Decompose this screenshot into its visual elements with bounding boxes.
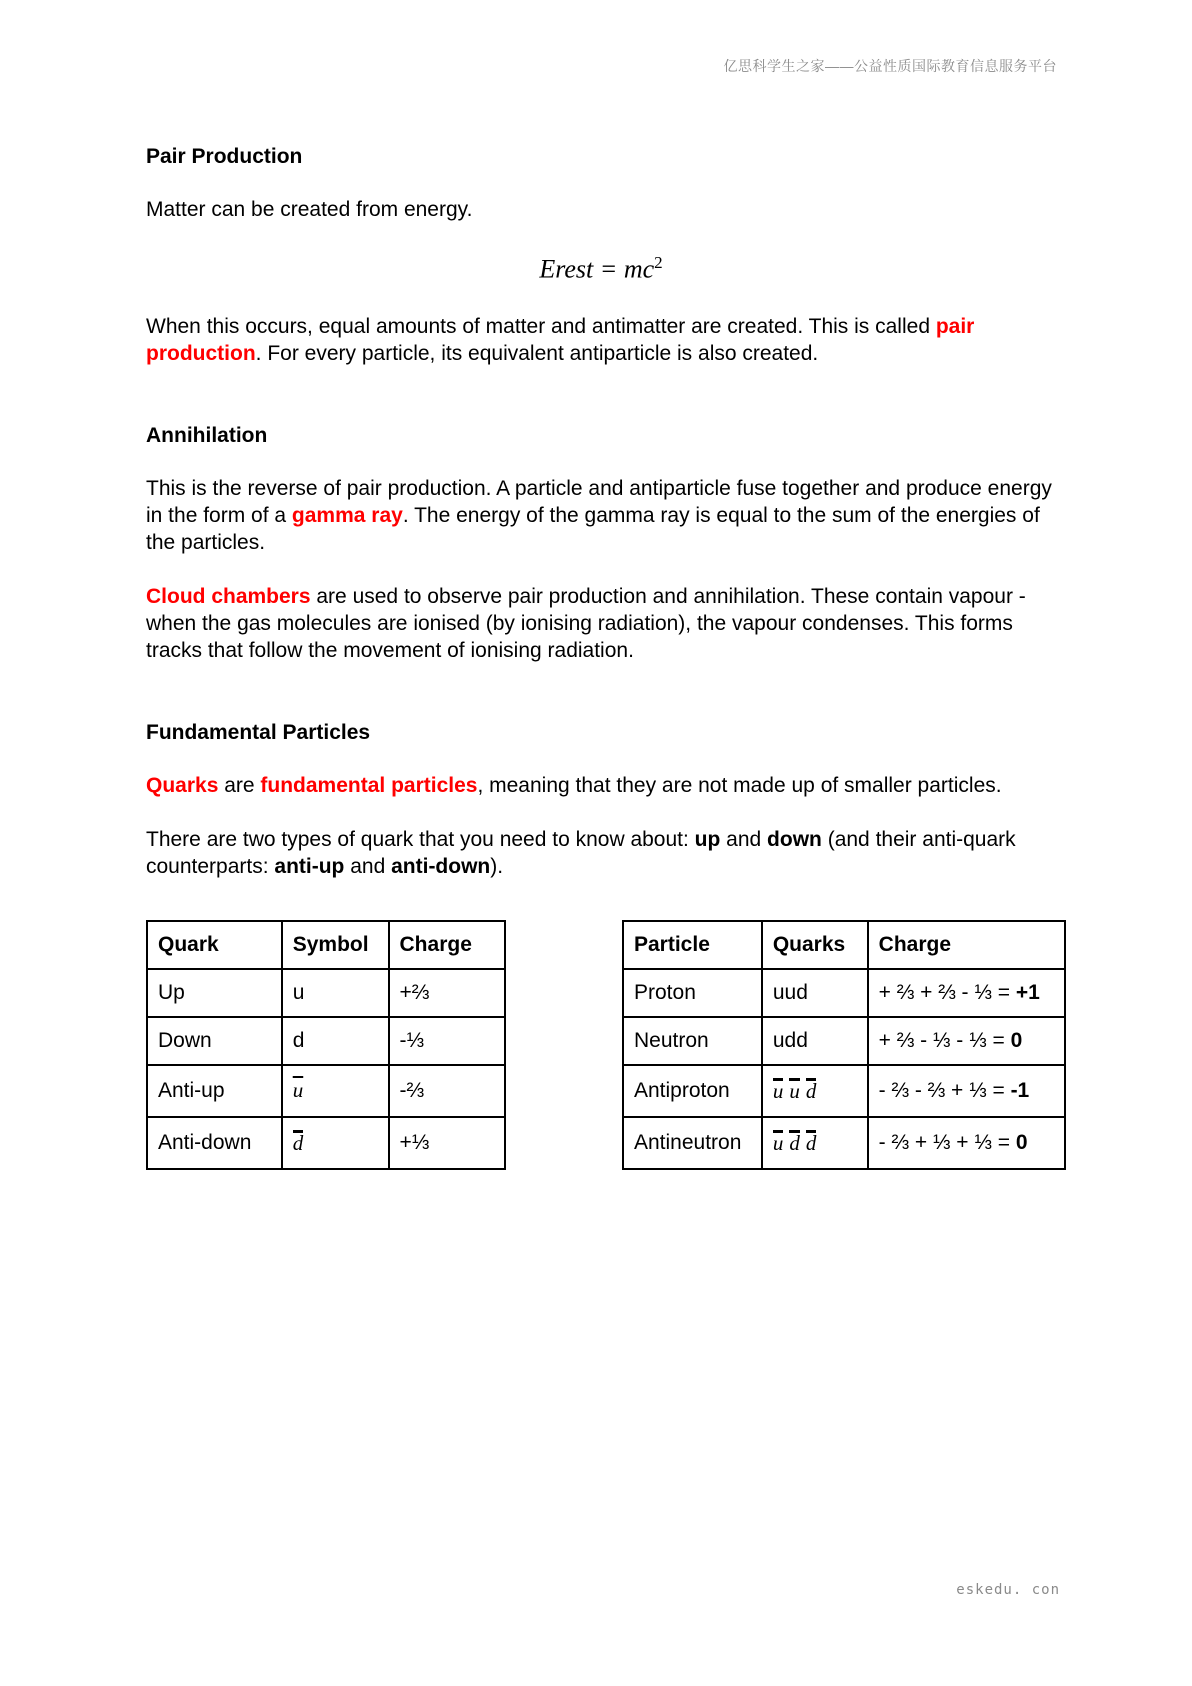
particle-table	[622, 920, 1066, 1170]
table-row: Up u +⅔	[147, 969, 505, 1017]
heading-annihilation: Annihilation	[146, 423, 268, 447]
quark-types-paragraph: There are two types of quark that you need to know about: up and down (and their anti-quark counterparts: anti-up and anti-down).	[146, 827, 1016, 878]
tables-area	[146, 920, 1056, 1180]
table-row: Antineutron u d d - ⅔ + ⅓ + ⅓ = 0	[623, 1117, 1065, 1169]
column-header: Quark	[147, 921, 282, 969]
table-row: Anti-down d +⅓	[147, 1117, 505, 1169]
table-header-row	[623, 921, 1065, 969]
anti-up-symbol: $\overline{u}$	[292, 1078, 304, 1103]
page-footer: eskedu. con	[956, 1582, 1060, 1598]
rest-energy-equation	[146, 253, 1056, 285]
pair-production-paragraph: When this occurs, equal amounts of matter and antimatter are created. This is called pair production. For every particle, its equivalent antiparticle is also created.	[146, 314, 975, 365]
column-header: Symbol	[282, 921, 389, 969]
column-header: Quarks	[762, 921, 868, 969]
document-body	[146, 142, 1056, 1180]
cloud-chambers-paragraph: Cloud chambers are used to observe pair production and annihilation. These contain vapour - when the gas molecules are ionised (by ionising radiation), the vapour condenses. This forms tracks that follow the movement of ionising radiation.	[146, 584, 1026, 662]
page-header: 亿思科学生之家——公益性质国际教育信息服务平台	[723, 58, 1057, 74]
heading-pair-production: Pair Production	[146, 145, 303, 168]
term-cloud-chambers: Cloud chambers	[146, 584, 311, 608]
column-header: Charge	[389, 921, 505, 969]
equation-main: Erest = mc	[539, 254, 655, 284]
table-row: Neutron udd + ⅔ - ⅓ - ⅓ = 0	[623, 1017, 1065, 1065]
table-row: Anti-up $\overline{u}$ -⅔	[147, 1065, 505, 1117]
table-header-row	[147, 921, 505, 969]
term-quarks: Quarks	[146, 773, 219, 797]
term-gamma-ray: gamma ray	[291, 503, 403, 527]
annihilation-paragraph: This is the reverse of pair production. A particle and antiparticle fuse together and produce energy in the form of a gamma ray. The energy of the gamma ray is equal to the sum of the energies of the particles.	[146, 476, 1052, 554]
term-pair-production: pair production	[146, 314, 975, 365]
column-header: Charge	[868, 921, 1065, 969]
table-row: Down d -⅓	[147, 1017, 505, 1065]
quark-table	[146, 920, 506, 1170]
quarks-paragraph: Quarks are fundamental particles, meaning that they are not made up of smaller particles.	[146, 773, 1002, 797]
heading-fundamental-particles: Fundamental Particles	[146, 720, 371, 744]
column-header: Particle	[623, 921, 762, 969]
term-fundamental-particles: fundamental particles	[260, 773, 478, 797]
pair-production-intro: Matter can be created from energy.	[146, 198, 473, 221]
table-row: Proton uud + ⅔ + ⅔ - ⅓ = +1	[623, 969, 1065, 1017]
table-row: Antiproton u u d - ⅔ - ⅔ + ⅓ = -1	[623, 1065, 1065, 1117]
equation-exponent: 2	[654, 253, 663, 272]
anti-down-symbol: d	[292, 1130, 304, 1155]
